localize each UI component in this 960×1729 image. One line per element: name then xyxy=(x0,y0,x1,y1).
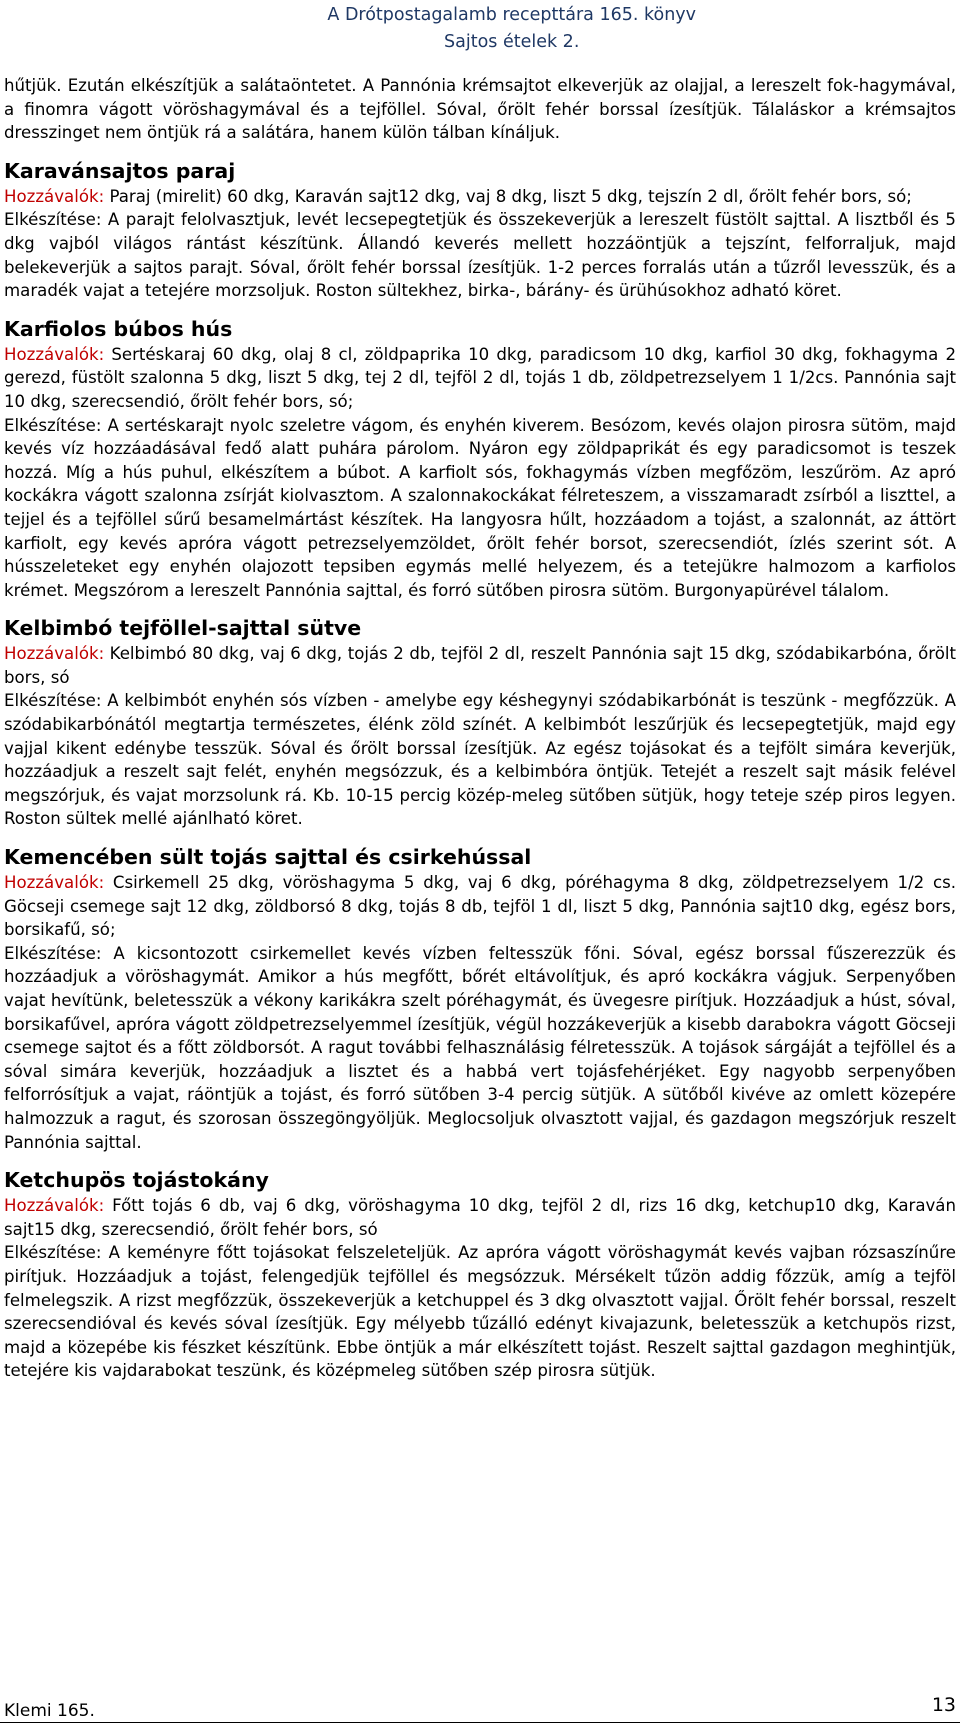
ingredients-text: Főtt tojás 6 db, vaj 6 dkg, vöröshagyma 10 dkg, tejföl 2 dl, rizs 16 dkg, ketchup10 dkg, Karaván sajt15 dkg, szerecsendió, őrölt fehér bors, só xyxy=(4,1196,956,1239)
ingredients-label: Hozzávalók: xyxy=(4,1196,105,1216)
header-book-title: A Drótpostagalamb recepttára 165. könyv xyxy=(327,5,696,25)
method-label: Elkészítése: xyxy=(4,415,102,435)
recipe-title: Kemencében sült tojás sajttal és csirkehússal xyxy=(4,845,532,870)
recipe-ingredients xyxy=(4,343,956,414)
method-label: Elkészítése: xyxy=(4,210,102,230)
recipe-ingredients xyxy=(4,642,956,689)
recipe-ketchupos-tojastokany xyxy=(4,1167,956,1383)
method-text: A sertéskarajt nyolc szeletre vágom, és enyhén kiverem. Besózom, kevés olajon pirosra sütöm, majd kevés víz hozzáadásával fedő alatt puhára párolom. Nyáron egy zöldpaprikát és egy paradicsomot is teszek hozzá. Míg a hús puhul, elkészítem a búbot. A karfiolt sós, fokhagymás vízben megfőzöm, leszűröm. Az apró kockákra vágott szalonna zsírját kiolvasztom. A szalonnakockákat félreteszem, a visszamaradt zsírból a liszttel, a tejjel és a tejföllel sűrű besamelmártást készítek. Ha langyosra hűlt, hozzáadom a tojást, a szalonnát, az áttört karfiolt, egy kevés apróra vágott petrezselyemzöldet, őrölt fehér borsot, szerecsendiót, ízlés szerint sót. A hússzeleteket egy enyhén olajozott tepsiben egymás mellé helyezem, és a tetejükre halmozom a karfiolos krémet. Megszórom a lereszelt Pannónia sajttal, és forró sütőben pirosra sütöm. Burgonyapürével tálalom. xyxy=(4,415,956,600)
ingredients-text: Sertéskaraj 60 dkg, olaj 8 cl, zöldpaprika 10 dkg, paradicsom 10 dkg, karfiol 30 dkg, fokhagyma 2 gerezd, füstölt szalonna 5 dkg, liszt 5 dkg, tej 2 dl, tejföl 2 dl, tojás 1 db, zöldpetrezselyem 1 1/2cs. Pannónia sajt 10 dkg, szerecsendió, őrölt fehér bors, só; xyxy=(4,344,956,411)
method-label: Elkészítése: xyxy=(4,1243,102,1263)
method-text: A keményre főtt tojásokat felszeleteljük. Az apróra vágott vöröshagymát kevés vajban rózsaszínűre pirítjuk. Hozzáadjuk a tojást, felengedjük tejföllel és megsózzuk. Mérsékelt tűzön addig főzzük, amíg a tejföl felmelegszik. A rizst megfőzzük, összekeverjük a ketchuppel és 3 dkg olvasztott vajjal. Őrölt fehér borssal, reszelt szerecsendióval és kevés sóval ízesítjük. Egy mélyebb tűzálló edényt kivajazunk, beletesszük a ketchupös rizst, majd a közepébe kis fészket készítünk. Ebbe öntjük a már elkészített tojást. Reszelt sajttal gazdagon meghintjük, tetejére kis vajdarabokat teszünk, és középmeleg sütőben szép pirosra sütjük. xyxy=(4,1243,956,1381)
ingredients-text: Kelbimbó 80 dkg, vaj 6 dkg, tojás 2 db, tejföl 2 dl, reszelt Pannónia sajt 15 dkg, szódabikarbóna, őrölt bors, só xyxy=(4,644,956,687)
page-number: 13 xyxy=(931,1694,956,1716)
recipe-kelbimbo xyxy=(4,615,956,831)
page-content xyxy=(4,74,956,1383)
recipe-karfiolos-bubos-hus xyxy=(4,316,956,603)
ingredients-text: Csirkemell 25 dkg, vöröshagyma 5 dkg, vaj 6 dkg, póréhagyma 8 dkg, zöldpetrezselyem 1/2 cs. Göcseji csemege sajt 12 dkg, zöldborsó 8 dkg, tojás 8 db, tejföl 1 dl, liszt 5 dkg, Pannónia sajt10 dkg, egész bors, borsikafű, só; xyxy=(4,873,956,940)
ingredients-label: Hozzávalók: xyxy=(4,186,105,206)
header-chapter-title: Sajtos ételek 2. xyxy=(444,32,580,52)
ingredients-label: Hozzávalók: xyxy=(4,344,105,364)
recipe-ingredients xyxy=(4,1194,956,1241)
recipe-method xyxy=(4,689,956,831)
ingredients-label: Hozzávalók: xyxy=(4,873,105,893)
ingredients-text: Paraj (mirelit) 60 dkg, Karaván sajt12 dkg, vaj 8 dkg, liszt 5 dkg, tejszín 2 dl, őrölt fehér bors, só; xyxy=(104,186,912,206)
recipe-title: Kelbimbó tejföllel-sajttal sütve xyxy=(4,616,362,641)
recipe-method xyxy=(4,208,956,302)
method-label: Elkészítése: xyxy=(4,691,102,711)
recipe-title: Ketchupös tojástokány xyxy=(4,1168,269,1193)
intro-paragraph: hűtjük. Ezután elkészítjük a salátaöntetet. A Pannónia krémsajtot elkeverjük az olajjal, a lereszelt fok-hagymával, a finomra vágott vöröshagymával és a tejföllel. Sóval, őrölt fehér borssal ízesítjük. Tálaláskor a krémsajtos dresszinget nem öntjük rá a salátára, hanem külön tálban kínáljuk. xyxy=(4,76,956,143)
recipe-method xyxy=(4,414,956,603)
recipe-method xyxy=(4,1241,956,1383)
recipe-title: Karavánsajtos paraj xyxy=(4,158,236,183)
ingredients-label: Hozzávalók: xyxy=(4,644,105,664)
page-header xyxy=(327,2,696,56)
recipe-kemenceben-sult-tojas xyxy=(4,844,956,1154)
recipe-ingredients xyxy=(4,871,956,942)
recipe-ingredients xyxy=(4,185,956,209)
recipe-method xyxy=(4,942,956,1154)
method-text: A kicsontozott csirkemellet kevés vízben feltesszük főni. Sóval, egész borssal fűszerezzük és hozzáadjuk a vöröshagymát. Amikor a hús megfőtt, bőrét eltávolítjuk, és apró kockákra vágjuk. Serpenyőben vajat hevítünk, beletesszük a vékony karikákra szelt póréhagymát, és üvegesre pirítjuk. Hozzáadjuk a húst, sóval, borsikafűvel, apróra vágott zöldpetrezselyemmel ízesítjük, végül hozzákeverjük a kisebb darabokra vágott Göcseji csemege sajtot és a főtt zöldborsót. A ragut további felhasználásig félretesszük. A tojások sárgáját a tejföllel és a sóval simára keverjük, hozzáadjuk a lisztet és a habbá vert tojásfehérjéket. Egy nagyobb serpenyőben felforrósítjuk a vajat, ráöntjük a tojást, és forró sütőben 3-4 percig sütjük. A sütőből kivéve az omlett közepére halmozzuk a ragut, és szorosan összegöngyöljük. Meglocsoljuk olvasztott vajjal, és gazdagon megszórjuk reszelt Pannónia sajttal. xyxy=(4,943,956,1152)
footer-author: Klemi 165. xyxy=(4,1701,95,1721)
method-label: Elkészítése: xyxy=(4,943,102,963)
recipe-title: Karfiolos búbos hús xyxy=(4,316,233,341)
footer-divider xyxy=(0,1722,960,1723)
recipe-karavansajtos-paraj xyxy=(4,158,956,303)
method-text: A kelbimbót enyhén sós vízben - amelybe egy késhegynyi szódabikarbónát is teszünk - megfőzzük. A szódabikarbónától megtartja természetes, élénk zöld színét. A kelbimbót leszűrjük és lecsepegtetjük, majd egy vajjal kikent edénybe tesszük. Sóval és őrölt borssal ízesítjük. Az egész tojásokat és a tejfölt simára keverjük, hozzáadjuk a reszelt sajt felét, enyhén megsózzuk, és a kelbimbóra öntjük. Tetejét a reszelt sajt másik felével megszórjuk, és vajat morzsolunk rá. Kb. 10-15 percig közép-meleg sütőben sütjük, hogy teteje szép piros legyen. Roston sültek mellé ajánlható köret. xyxy=(4,691,956,829)
method-text: A parajt felolvasztjuk, levét lecsepegtetjük és összekeverjük a lereszelt füstölt sajttal. A lisztből és 5 dkg vajból világos rántást készítünk. Állandó keverés mellett hozzáöntjük a tejszínt, felforraljuk, majd belekeverjük a sajtos parajt. Sóval, őrölt fehér borssal ízesítjük. 1-2 perces forralás után a tűzről levesszük, és a maradék vajat a tetejére morzsoljuk. Roston sültekhez, birka-, bárány- és ürühúsokhoz adható köret. xyxy=(4,210,956,301)
